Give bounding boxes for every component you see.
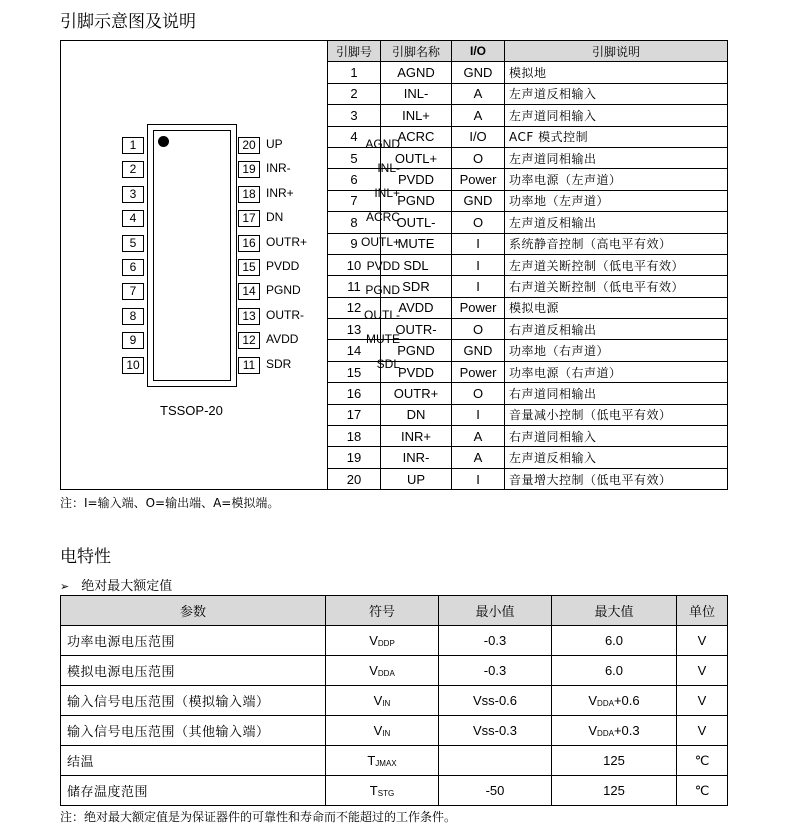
subsection-title: ➢ 绝对最大额定值 <box>60 579 173 594</box>
pin-name-cell: UP <box>381 468 452 489</box>
table-row <box>328 276 728 297</box>
pin-number-box: 12 <box>238 332 260 349</box>
max-cell: 6.0 <box>552 626 677 656</box>
pin-name-cell: SDL <box>381 254 452 275</box>
pin-description-cell: 音量减小控制（低电平有效） <box>505 404 728 425</box>
table-row <box>328 404 728 425</box>
pin-number-cell: 20 <box>328 468 381 489</box>
col-header-io: I/O <box>452 41 505 62</box>
param-cell: 输入信号电压范围（模拟输入端） <box>61 686 326 716</box>
min-cell: -0.3 <box>439 656 552 686</box>
pin-description-cell: 模拟电源 <box>505 297 728 318</box>
unit-cell: V <box>677 626 728 656</box>
pin-io-cell: GND <box>452 340 505 361</box>
pin-number-cell: 16 <box>328 383 381 404</box>
pin-description-cell: 左声道反相输入 <box>505 447 728 468</box>
pin-number-box: 19 <box>238 161 260 178</box>
pin-io-cell: A <box>452 105 505 126</box>
pin-io-cell: Power <box>452 361 505 382</box>
table-row <box>61 746 728 776</box>
col-header-unit: 单位 <box>677 596 728 626</box>
table-row <box>328 62 728 83</box>
symbol-cell: $V_{IN}$ <box>326 686 439 716</box>
table-row <box>61 626 728 656</box>
param-cell: 功率电源电压范围 <box>61 626 326 656</box>
pin-name-cell: OUTL- <box>381 212 452 233</box>
pin-description-cell: 功率地（右声道） <box>505 340 728 361</box>
pin-name-cell: AVDD <box>381 297 452 318</box>
pin-number-cell: 18 <box>328 426 381 447</box>
max-cell: 6.0 <box>552 656 677 686</box>
pin-number-box: 2 <box>122 161 144 178</box>
pin-description-cell: 右声道同相输出 <box>505 383 728 404</box>
pin-name-cell: INR- <box>381 447 452 468</box>
pin-name-cell: PGND <box>381 190 452 211</box>
pin-name-label: PVDD <box>366 259 400 273</box>
pin-description-cell: 左声道反相输出 <box>505 212 728 233</box>
min-cell: -50 <box>439 776 552 806</box>
pin-number-box: 18 <box>238 186 260 203</box>
pin-number-cell: 3 <box>328 105 381 126</box>
pin-name-cell: OUTR- <box>381 319 452 340</box>
pin-number-cell: 9 <box>328 233 381 254</box>
pin-description-cell: 系统静音控制（高电平有效） <box>505 233 728 254</box>
table-row <box>328 319 728 340</box>
pin-io-cell: I <box>452 233 505 254</box>
table-row <box>328 190 728 211</box>
pin-number-cell: 7 <box>328 190 381 211</box>
pin-number-box: 9 <box>122 332 144 349</box>
table-row <box>328 468 728 489</box>
pin-number-cell: 6 <box>328 169 381 190</box>
col-header-pin-number: 引脚号 <box>328 41 381 62</box>
pin-name-cell: MUTE <box>381 233 452 254</box>
pin-description-cell: 功率电源（左声道） <box>505 169 728 190</box>
pin-name-label: AGND <box>365 137 400 151</box>
pin-number-cell: 12 <box>328 297 381 318</box>
pin-io-cell: GND <box>452 62 505 83</box>
pin-name-label: INR- <box>266 161 291 176</box>
pin-name-label: AVDD <box>266 332 299 347</box>
ratings-note: 注：绝对最大额定值是为保证器件的可靠性和寿命而不能超过的工作条件。 <box>60 810 457 824</box>
pin-name-label: PGND <box>266 283 301 298</box>
param-cell: 储存温度范围 <box>61 776 326 806</box>
pin-number-cell: 11 <box>328 276 381 297</box>
min-cell: -0.3 <box>439 626 552 656</box>
pin-name-label: SDR <box>266 356 292 371</box>
pin-number-cell: 19 <box>328 447 381 468</box>
pin-io-cell: O <box>452 212 505 233</box>
pin-name-cell: INR+ <box>381 426 452 447</box>
table-row <box>328 340 728 361</box>
symbol-cell: $T_{JMAX}$ <box>326 746 439 776</box>
col-header-max: 最大值 <box>552 596 677 626</box>
pin-description-cell: 右声道关断控制（低电平有效） <box>505 276 728 297</box>
pin-number-box: 13 <box>238 308 260 325</box>
table-row <box>61 656 728 686</box>
param-cell: 输入信号电压范围（其他输入端） <box>61 716 326 746</box>
symbol-cell: $V_{DDP}$ <box>326 626 439 656</box>
pin-description-cell: 音量增大控制（低电平有效） <box>505 468 728 489</box>
pin-name-cell: OUTR+ <box>381 383 452 404</box>
pin-number-cell: 4 <box>328 126 381 147</box>
pin-io-cell: I <box>452 276 505 297</box>
pin-name-label: MUTE <box>366 332 400 347</box>
symbol-cell: $T_{STG}$ <box>326 776 439 806</box>
symbol-cell: $V_{DDA}$ <box>326 656 439 686</box>
max-cell: 125 <box>552 746 677 776</box>
pin-name-label: OUTL- <box>364 307 400 322</box>
param-cell: 结温 <box>61 746 326 776</box>
pin-number-box: 16 <box>238 235 260 252</box>
table-row <box>328 383 728 404</box>
pin-io-cell: O <box>452 319 505 340</box>
pin-name-label: UP <box>266 137 283 151</box>
pin-table-note: 注：I=输入端、O=输出端、A=模拟端。 <box>60 496 280 510</box>
table-row <box>328 297 728 318</box>
unit-cell: V <box>677 716 728 746</box>
pin-description-cell: 左声道反相输入 <box>505 83 728 104</box>
col-header-pin-name: 引脚名称 <box>381 41 452 62</box>
col-header-symbol: 符号 <box>326 596 439 626</box>
pin-name-label: PVDD <box>266 259 300 273</box>
pin-number-cell: 13 <box>328 319 381 340</box>
pin-name-cell: INL+ <box>381 105 452 126</box>
pin-number-cell: 2 <box>328 83 381 104</box>
pin-io-cell: Power <box>452 297 505 318</box>
max-cell: $V_{DDA}+0.3$ <box>552 716 677 746</box>
pin-number-box: 8 <box>122 308 144 325</box>
absolute-max-ratings-table <box>60 595 728 806</box>
unit-cell: V <box>677 656 728 686</box>
pin-description-cell: 功率电源（右声道） <box>505 361 728 382</box>
col-header-description: 引脚说明 <box>505 41 728 62</box>
max-cell: $V_{DDA}+0.6$ <box>552 686 677 716</box>
pin-description-cell: 左声道关断控制（低电平有效） <box>505 254 728 275</box>
pin-name-label: ACRC <box>365 210 400 225</box>
param-cell: 模拟电源电压范围 <box>61 656 326 686</box>
pin-name-cell: AGND <box>381 62 452 83</box>
pin-io-cell: I <box>452 254 505 275</box>
pin-number-box: 15 <box>238 259 260 276</box>
pin-number-box: 20 <box>238 137 260 154</box>
unit-cell: ℃ <box>677 746 728 776</box>
min-cell: Vss-0.3 <box>439 716 552 746</box>
pin-number-cell: 15 <box>328 361 381 382</box>
table-row <box>328 126 728 147</box>
table-row <box>328 83 728 104</box>
pin-io-cell: I <box>452 404 505 425</box>
pin-name-cell: SDR <box>381 276 452 297</box>
pin-name-label: PGND <box>365 283 400 298</box>
pin-number-cell: 5 <box>328 147 381 168</box>
pin-description-cell: 右声道同相输入 <box>505 426 728 447</box>
table-row <box>328 147 728 168</box>
pin-description-cell: 左声道同相输出 <box>505 147 728 168</box>
pin-name-cell: PVDD <box>381 169 452 190</box>
pin-number-box: 10 <box>122 357 144 374</box>
table-row <box>328 426 728 447</box>
min-cell: Vss-0.6 <box>439 686 552 716</box>
table-row <box>61 776 728 806</box>
pin-io-cell: A <box>452 447 505 468</box>
pin-number-cell: 1 <box>328 62 381 83</box>
max-cell: 125 <box>552 776 677 806</box>
table-row <box>328 169 728 190</box>
pin-description-cell: 左声道同相输入 <box>505 105 728 126</box>
pin-io-cell: GND <box>452 190 505 211</box>
pin-name-label: SDL <box>376 356 400 371</box>
package-label: TSSOP-20 <box>160 403 223 418</box>
min-cell <box>439 746 552 776</box>
pin-name-label: DN <box>266 210 284 225</box>
table-row <box>328 212 728 233</box>
pin-io-cell: Power <box>452 169 505 190</box>
pin-io-cell: O <box>452 147 505 168</box>
pin-io-cell: A <box>452 83 505 104</box>
pin-name-cell: ACRC <box>381 126 452 147</box>
pin-name-cell: PVDD <box>381 361 452 382</box>
unit-cell: V <box>677 686 728 716</box>
pin-name-cell: DN <box>381 404 452 425</box>
pin-io-cell: I/O <box>452 126 505 147</box>
pin-description-cell: 功率地（左声道） <box>505 190 728 211</box>
pin-name-label: INL- <box>377 161 400 176</box>
pin-number-box: 7 <box>122 283 144 300</box>
pin-number-box: 17 <box>238 210 260 227</box>
pin-io-cell: O <box>452 383 505 404</box>
pin-name-label: OUTR+ <box>266 234 308 249</box>
pin-number-box: 11 <box>238 357 260 374</box>
pin-io-cell: A <box>452 426 505 447</box>
pin-number-cell: 10 <box>328 254 381 275</box>
table-row <box>61 686 728 716</box>
pin-number-box: 5 <box>122 235 144 252</box>
pin-description-cell: ACF 模式控制 <box>505 126 728 147</box>
pin-name-label: INL+ <box>374 185 400 200</box>
pin-number-box: 6 <box>122 259 144 276</box>
pin-description-table <box>327 40 728 490</box>
symbol-cell: $V_{IN}$ <box>326 716 439 746</box>
pin-number-box: 3 <box>122 186 144 203</box>
arrow-bullet-icon: ➢ <box>60 580 70 593</box>
pin-number-box: 1 <box>122 137 144 154</box>
col-header-param: 参数 <box>61 596 326 626</box>
pin-name-label: OUTR- <box>266 307 304 322</box>
pin-number-cell: 14 <box>328 340 381 361</box>
pin-name-cell: PGND <box>381 340 452 361</box>
col-header-min: 最小值 <box>439 596 552 626</box>
section-title-electrical: 电特性 <box>60 547 111 567</box>
pin-description-cell: 右声道反相输出 <box>505 319 728 340</box>
pin-name-label: OUTL+ <box>360 234 400 249</box>
table-row <box>328 105 728 126</box>
pin-description-cell: 模拟地 <box>505 62 728 83</box>
table-row <box>328 233 728 254</box>
pin-number-box: 14 <box>238 283 260 300</box>
pin-name-label: INR+ <box>266 185 294 200</box>
pin-name-cell: OUTL+ <box>381 147 452 168</box>
section-title-pin-diagram: 引脚示意图及说明 <box>60 12 196 32</box>
pin-number-cell: 8 <box>328 212 381 233</box>
pin-number-box: 4 <box>122 210 144 227</box>
table-row <box>328 254 728 275</box>
pin-io-cell: I <box>452 468 505 489</box>
unit-cell: ℃ <box>677 776 728 806</box>
table-row <box>328 361 728 382</box>
pin-number-cell: 17 <box>328 404 381 425</box>
pin-name-cell: INL- <box>381 83 452 104</box>
table-row <box>61 716 728 746</box>
table-row <box>328 447 728 468</box>
